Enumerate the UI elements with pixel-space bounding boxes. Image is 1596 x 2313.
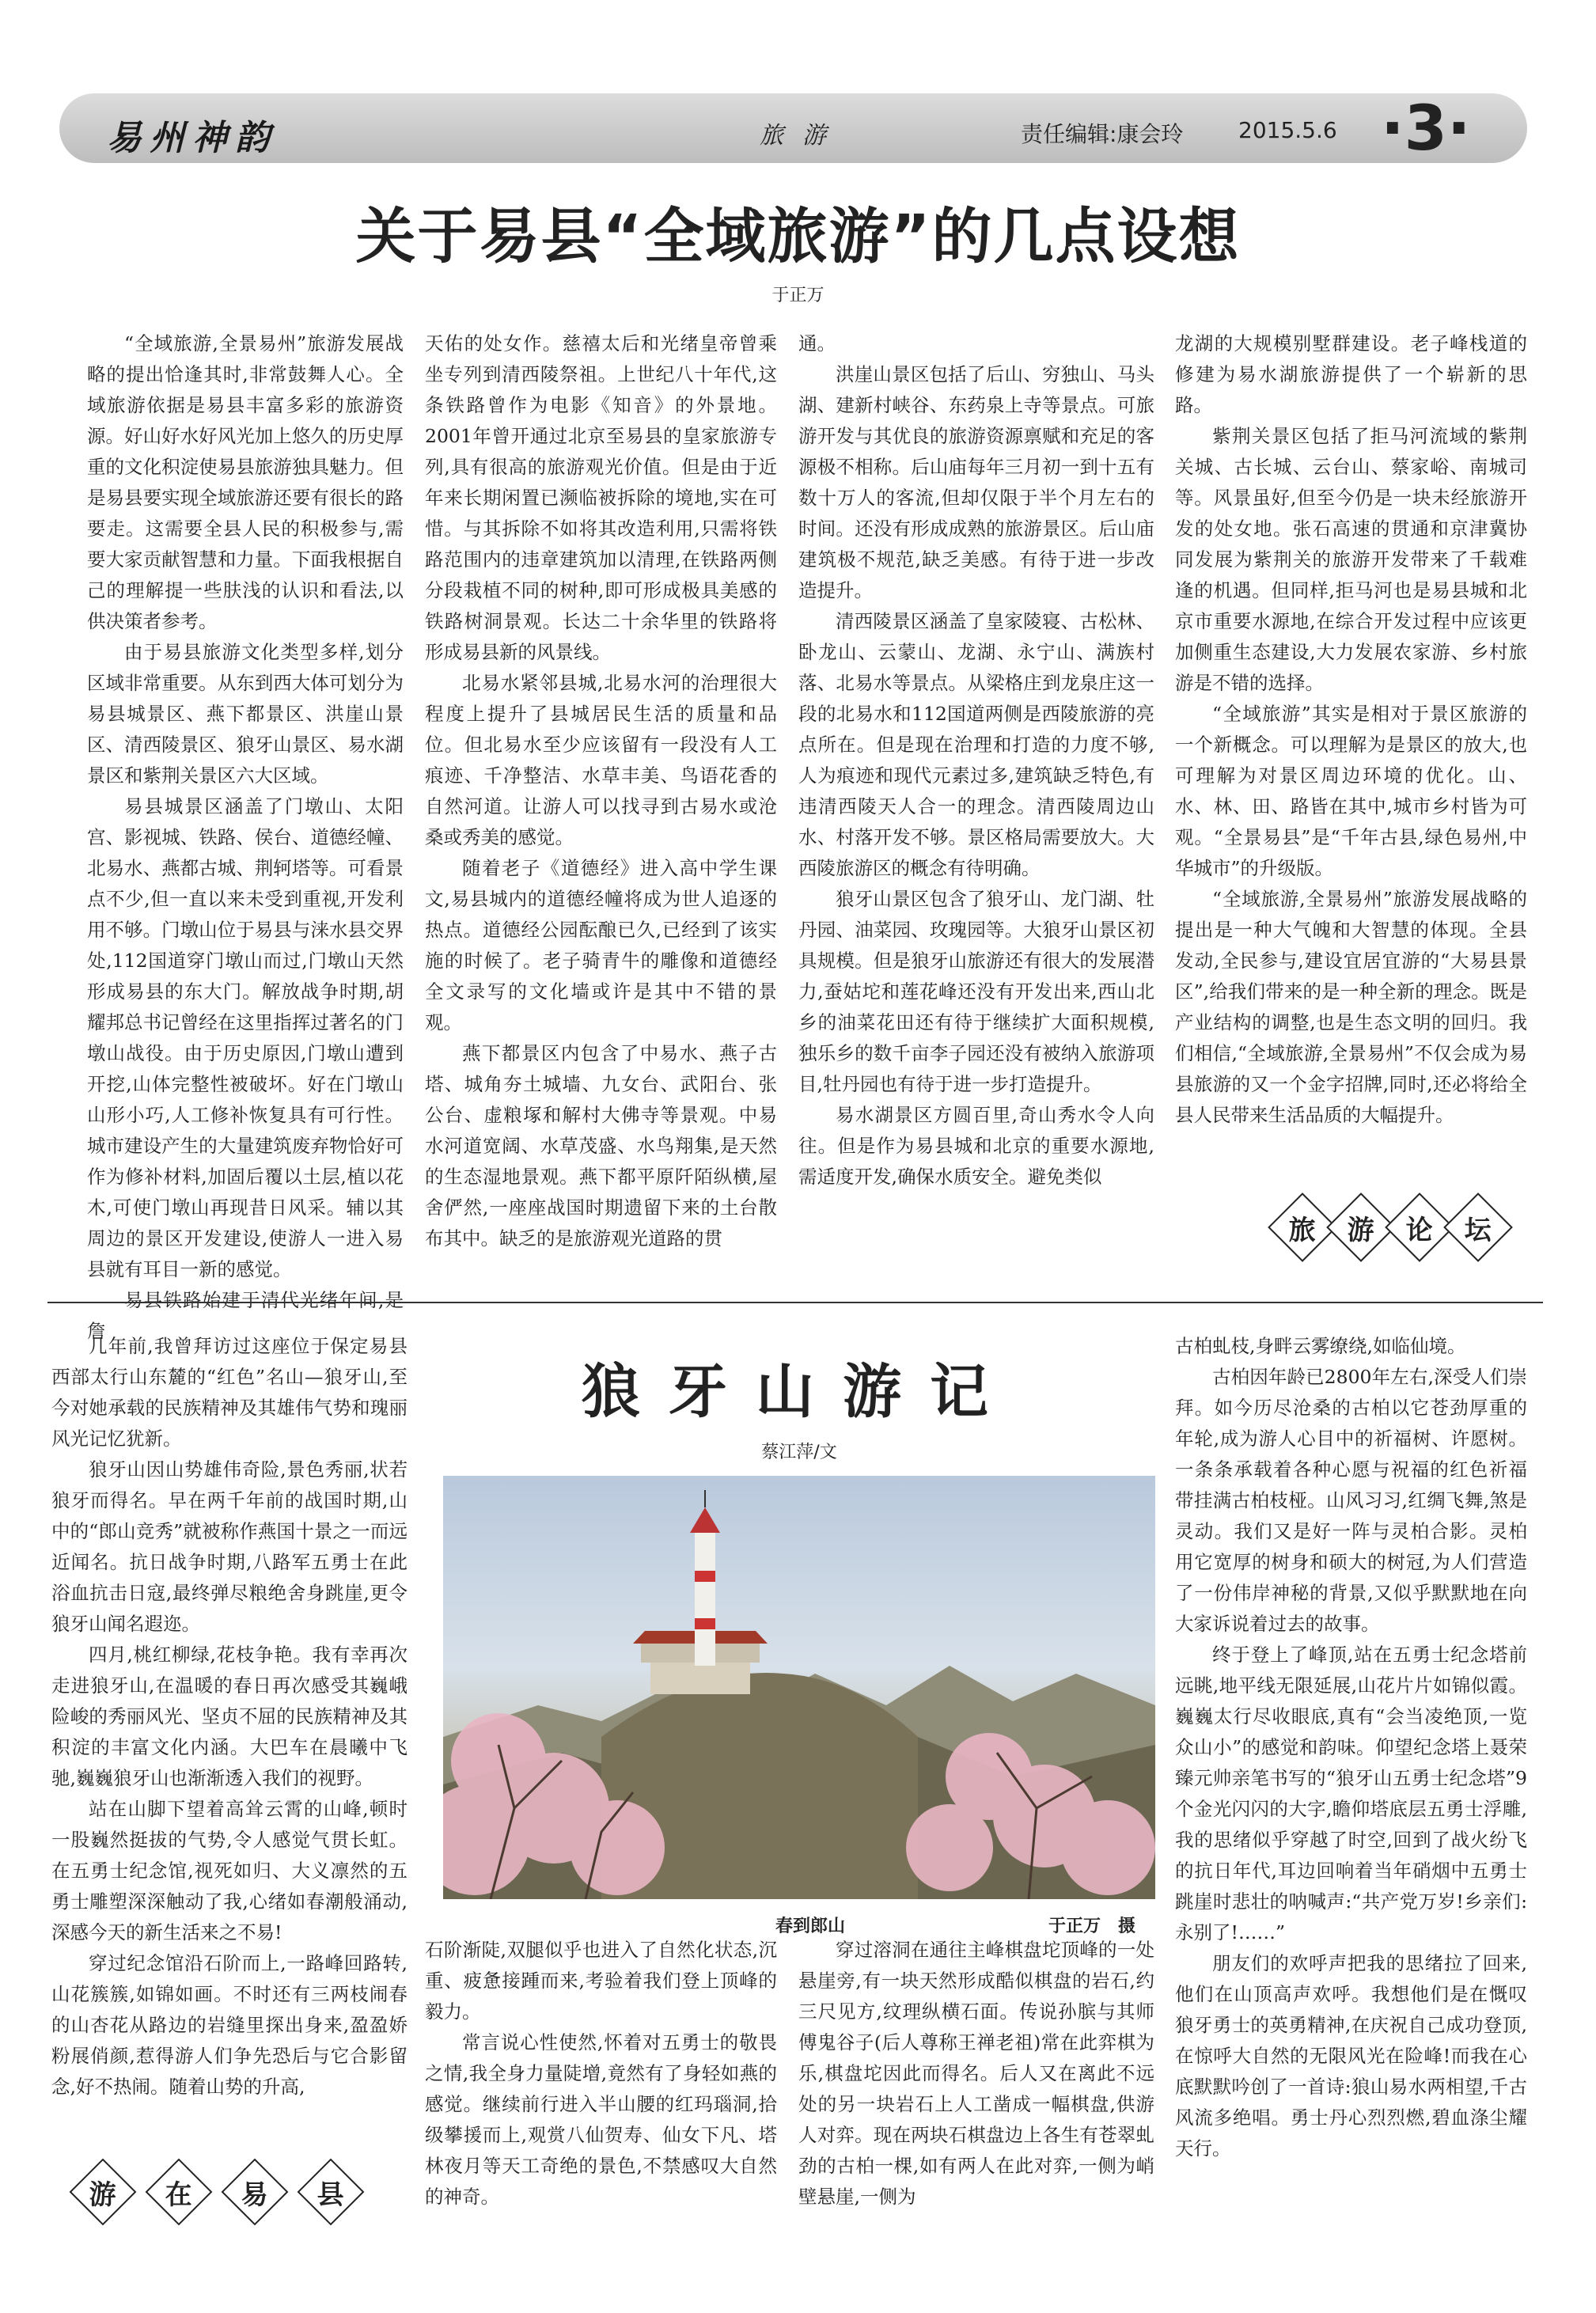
paragraph: 古柏虬枝,身畔云雾缭绕,如临仙境。 xyxy=(1175,1335,1466,1357)
paragraph: 终于登上了峰顶,站在五勇士纪念塔前远眺,地平线无限延展,山花片片如锦似霞。巍巍太行尽收眼底,真有“会当凌绝顶,一览众山小”的感觉和韵味。仰望纪念塔上聂荣臻元帅亲笔书写的“狼牙山五勇士纪念塔”9个金光闪闪的大字,瞻仰塔底层五勇士浮雕,我的思绪似乎穿越了时空,回到了战火纷飞的抗日年代,耳边回响着当年硝烟中五勇士跳崖时悲壮的呐喊声:“共产党万岁!乡亲们:永别了!……” xyxy=(1175,1644,1527,1943)
article1-column-1 xyxy=(87,328,404,1347)
paragraph: 常言说心性使然,怀着对五勇士的敬畏之情,我全身力量陡增,竟然有了身轻如燕的感觉。继续前行进入半山腰的红玛瑙洞,拾级攀援而上,观赏八仙贺寿、仙女下凡、塔林夜月等天工奇绝的景色,不禁感叹大自然的神奇。 xyxy=(425,2031,777,2208)
paragraph: 狼牙山景区包含了狼牙山、龙门湖、牡丹园、油菜园、玫瑰园等。大狼牙山景区初具规模。但是狼牙山旅游还有很大的发展潜力,蚕姑坨和莲花峰还没有开发出来,西山北乡的油菜花田还有待于继续扩大面积规模,独乐乡的数千亩李子园还没有被纳入旅游项目,牡丹园也有待于进一步打造提升。 xyxy=(798,888,1154,1095)
badge-char: 坛 xyxy=(1465,1214,1492,1246)
paragraph: 易县铁路始建于清代光绪年间,是詹 xyxy=(87,1289,404,1342)
article2-author: 蔡江萍/文 xyxy=(761,1443,837,1462)
masthead: 易州神韵 xyxy=(107,118,278,158)
badge-char: 易 xyxy=(241,2178,268,2211)
paragraph: 北易水紧邻县城,北易水河的治理很大程度上提升了县城居民生活的质量和品位。但北易水至少应该留有一段没有人工痕迹、千净整洁、水草丰美、鸟语花香的自然河道。让游人可以找寻到古易水或沧桑或秀美的感觉。 xyxy=(425,672,777,848)
article2-column-2 xyxy=(425,1935,777,2213)
badge-diamond xyxy=(146,2159,213,2226)
paragraph: 四月,桃红柳绿,花枝争艳。我有幸再次走进狼牙山,在温暖的春日再次感受其巍峨险峻的秀丽风光、坚贞不屈的民族精神及其积淀的丰富文化内涵。大巴车在晨曦中飞驰,巍巍狼牙山也渐渐透入我们的视野。 xyxy=(51,1644,408,1789)
badge-char: 游 xyxy=(89,2178,116,2211)
paragraph: 清西陵景区涵盖了皇家陵寝、古松林、卧龙山、云蒙山、龙湖、永宁山、满族村落、北易水等景点。从梁格庄到龙泉庄这一段的北易水和112国道两侧是西陵旅游的亮点所在。但是现在治理和打造的力度不够,人为痕迹和现代元素过多,建筑缺乏特色,有违清西陵天人合一的理念。清西陵周边山水、村落开发不够。景区格局需要放大。大西陵旅游区的概念有待明确。 xyxy=(798,610,1154,879)
paragraph: 由于易县旅游文化类型多样,划分区域非常重要。从东到西大体可划分为易县城景区、燕下都景区、洪崖山景区、清西陵景区、狼牙山景区、易水湖景区和紫荆关景区六大区域。 xyxy=(87,641,404,787)
paragraph: 易水湖景区方圆百里,奇山秀水令人向往。但是作为易县城和北京的重要水源地,需适度开发,确保水质安全。避免类似 xyxy=(798,1104,1154,1188)
badge-char: 论 xyxy=(1406,1214,1433,1246)
article2-column-4 xyxy=(1175,1331,1527,2164)
travel-forum-badge xyxy=(1278,1203,1512,1252)
paragraph: 易县城景区涵盖了门墩山、太阳宫、影视城、铁路、侯台、道德经幢、北易水、燕都古城、荆轲塔等。可看景点不少,但一直以来未受到重视,开发利用不够。门墩山位于易县与涞水县交界处,112国道穿门墩山而过,门墩山天然形成易县的东大门。解放战争时期,胡耀邦总书记曾经在这里指挥过著名的门墩山战役。由于历史原因,门墩山遭到开挖,山体完整性被破坏。好在门墩山山形小巧,人工修补恢复具有可行性。城市建设产生的大量建筑废弃物恰好可作为修补材料,加固后覆以土层,植以花木,可使门墩山再现昔日风采。辅以其周边的景区开发建设,使游人一进入易县就有耳目一新的感觉。 xyxy=(87,795,404,1280)
travel-in-yixian-badge xyxy=(79,2168,383,2216)
article2-title: 狼牙山游记 xyxy=(582,1358,1017,1426)
paragraph: 朋友们的欢呼声把我的思绪拉了回来,他们在山顶高声欢呼。我想他们是在慨叹狼牙勇士的英勇精神,在庆祝自己成功登顶,在惊呼大自然的无限风光在险峰!而我在心底默默吟创了一首诗:狼山易水两相望,千古风流多绝唱。勇士丹心烈烈燃,碧血涤尘耀天行。 xyxy=(1175,1952,1527,2159)
article1-title: 关于易县“全域旅游”的几点设想 xyxy=(355,201,1241,271)
paragraph: 站在山脚下望着高耸云霄的山峰,顿时一股巍然挺拔的气势,令人感觉气贯长虹。在五勇士纪念馆,视死如归、大义凛然的五勇士雕塑深深触动了我,心绪如春潮般涌动,深感今天的新生活来之不易! xyxy=(51,1798,408,1943)
badge-char: 旅 xyxy=(1289,1214,1316,1246)
paragraph: 燕下都景区内包含了中易水、燕子古塔、城角夯土城墙、九女台、武阳台、张公台、虚粮塚和解村大佛寺等景观。中易水河道宽阔、水草茂盛、水鸟翔集,是天然的生态湿地景观。燕下都平原阡陌纵横,屋舍俨然,一座座战国时期遗留下来的土台散布其中。缺乏的是旅游观光道路的贯 xyxy=(425,1042,777,1249)
article2-column-1 xyxy=(51,1331,408,2103)
paragraph: 紫荆关景区包括了拒马河流域的紫荆关城、古长城、云台山、蔡家峪、南城司等。风景虽好,但至今仍是一块未经旅游开发的处女地。张石高速的贯通和京津冀协同发展为紫荆关的旅游开发带来了千载难逢的机遇。但同样,拒马河也是易县城和北京市重要水源地,在综合开发过程中应该更加侧重生态建设,大力发展农家游、乡村旅游是不错的选择。 xyxy=(1175,425,1527,694)
article1-column-3 xyxy=(798,328,1154,1193)
landscape-photo xyxy=(443,1476,1155,1899)
photo-credit: 于正万 摄 xyxy=(1048,1917,1136,1936)
paragraph: 穿过纪念馆沿石阶而上,一路峰回路转,山花簇簇,如锦如画。不时还有三两枝闹春的山杏花从路边的岩缝里探出身来,盈盈娇粉展俏颜,惹得游人们争先恐后与它合影留念,好不热闹。随着山势的升高, xyxy=(51,1952,408,2098)
badge-diamond xyxy=(222,2159,289,2226)
paragraph: 古柏因年龄已2800年左右,深受人们崇拜。如今历尽沧桑的古柏以它苍劲厚重的年轮,成为游人心目中的祈福树、许愿树。一条条承载着各种心愿与祝福的红色祈福带挂满古柏枝桠。山风习习,红绸飞舞,煞是灵动。我们又是好一阵与灵柏合影。灵柏用它宽厚的树身和硕大的树冠,为人们营造了一份伟岸神秘的背景,又似乎默默地在向大家诉说着过去的故事。 xyxy=(1175,1366,1527,1635)
paragraph: “全域旅游”其实是相对于景区旅游的一个新概念。可以理解为是景区的放大,也可理解为对景区周边环境的优化。山、水、林、田、路皆在其中,城市乡村皆为可观。“全景易县”是“千年古县,绿色易州,中华城市”的升级版。 xyxy=(1175,703,1527,879)
article1-column-4 xyxy=(1175,328,1527,1131)
page-number: ·3· xyxy=(1381,93,1471,165)
paragraph: 穿过溶洞在通往主峰棋盘坨顶峰的一处悬崖旁,有一块天然形成酷似棋盘的岩石,约三尺见方,纹理纵横石面。传说孙膑与其师傅鬼谷子(后人尊称王禅老祖)常在此弈棋为乐,棋盘坨因此而得名。后人又在离此不远处的另一块岩石上人工凿成一幅棋盘,供游人对弈。现在两块石棋盘边上各生有苍翠虬劲的古柏一棵,如有两人在此对弈,一侧为峭壁悬崖,一侧为 xyxy=(798,1939,1154,2208)
badge-char: 在 xyxy=(165,2178,192,2211)
article1-column-2 xyxy=(425,328,777,1254)
badge-diamond xyxy=(1443,1193,1513,1262)
paragraph: 龙湖的大规模别墅群建设。老子峰栈道的修建为易水湖旅游提供了一个崭新的思路。 xyxy=(1175,332,1527,416)
photo-illustration xyxy=(443,1476,1155,1899)
section-name: 旅游 xyxy=(760,122,845,150)
article2-column-3 xyxy=(798,1935,1154,2213)
editor-credit: 责任编辑:康会玲 xyxy=(1021,121,1184,147)
photo-caption: 春到郎山 xyxy=(775,1917,846,1936)
paragraph: 狼牙山因山势雄伟奇险,景色秀丽,状若狼牙而得名。早在两千年前的战国时期,山中的“郎山竞秀”就被称作燕国十景之一而远近闻名。抗日战争时期,八路军五勇士在此浴血抗击日寇,最终弹尽粮绝舍身跳崖,更令狼牙山闻名遐迩。 xyxy=(51,1458,408,1635)
badge-diamond xyxy=(70,2159,137,2226)
badge-char: 游 xyxy=(1348,1214,1374,1246)
paragraph: 洪崖山景区包括了后山、穷独山、马头湖、建新村峡谷、东药泉上寺等景点。可旅游开发与其优良的旅游资源禀赋和充足的客源极不相称。后山庙每年三月初一到十五有数十万人的客流,但却仅限于半个月左右的时间。还没有形成成熟的旅游景区。后山庙建筑极不规范,缺乏美感。有待于进一步改造提升。 xyxy=(798,363,1154,601)
paragraph: 石阶渐陡,双腿似乎也进入了自然化状态,沉重、疲惫接踵而来,考验着我们登上顶峰的毅力。 xyxy=(425,1939,777,2023)
badge-diamond xyxy=(298,2159,365,2226)
issue-date: 2015.5.6 xyxy=(1238,117,1337,143)
badge-char: 县 xyxy=(317,2178,344,2211)
paragraph: “全域旅游,全景易州”旅游发展战略的提出是一种大气魄和大智慧的体现。全县发动,全民参与,建设宜居宜游的“大易县景区”,给我们带来的是一种全新的理念。既是产业结构的调整,也是生态文明的回归。我们相信,“全域旅游,全景易州”不仅会成为易县旅游的又一个金字招牌,同时,还必将给全县人民带来生活品质的大幅提升。 xyxy=(1175,888,1527,1126)
paragraph: 随着老子《道德经》进入高中学生课文,易县城内的道德经幢将成为世人追逐的热点。道德经公园酝酿已久,已经到了该实施的时候了。老子骑青牛的雕像和道德经全文录写的文化墙或许是其中不错的景观。 xyxy=(425,857,777,1033)
paragraph: 天佑的处女作。慈禧太后和光绪皇帝曾乘坐专列到清西陵祭祖。上世纪八十年代,这条铁路曾作为电影《知音》的外景地。2001年曾开通过北京至易县的皇家旅游专列,具有很高的旅游观光价值。但是由于近年来长期闲置已濒临被拆除的境地,实在可惜。与其拆除不如将其改造利用,只需将铁路范围内的违章建筑加以清理,在铁路两侧分段栽植不同的树种,即可形成极具美感的铁路树洞景观。长达二十余华里的铁路将形成易县新的风景线。 xyxy=(425,332,777,663)
paragraph: 通。 xyxy=(798,332,836,355)
article1-author: 于正万 xyxy=(771,286,825,305)
section-divider xyxy=(47,1302,1543,1303)
paragraph: “全域旅游,全景易州”旅游发展战略的提出恰逢其时,非常鼓舞人心。全域旅游依据是易县丰富多彩的旅游资源。好山好水好风光加上悠久的历史厚重的文化积淀使易县旅游独具魅力。但是易县要实现全域旅游还要有很长的路要走。这需要全县人民的积极参与,需要大家贡献智慧和力量。下面我根据自己的理解提一些肤浅的认识和看法,以供决策者参考。 xyxy=(87,332,404,632)
paragraph: 几年前,我曾拜访过这座位于保定易县西部太行山东麓的“红色”名山—狼牙山,至今对她承载的民族精神及其雄伟气势和瑰丽风光记忆犹新。 xyxy=(51,1335,408,1450)
